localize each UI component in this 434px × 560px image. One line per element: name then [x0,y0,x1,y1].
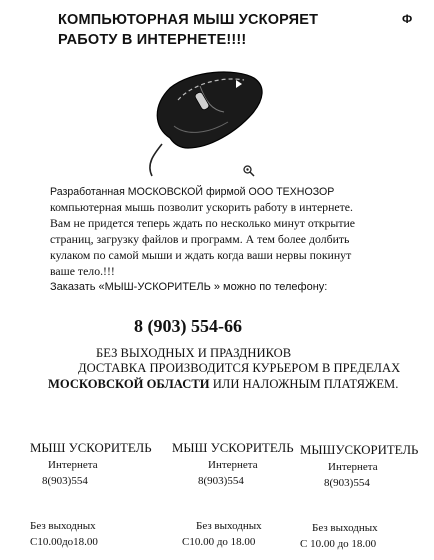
tab-1-title: МЫШ УСКОРИТЕЛЬ [30,441,152,455]
description-line-6: ваше тело.!!! [50,264,115,278]
tab-1-phone: 8(903)554 [42,475,88,487]
notice-region: МОСКОВСКОЙ ОБЛАСТИ [48,377,210,391]
notice-line-3 [48,377,398,392]
description-line-3: Вам не придется теперь ждать по несколько минут открытие [50,216,356,230]
tab-1-sub: Интернета [48,459,98,471]
notice-line-1: БЕЗ ВЫХОДНЫХ И ПРАЗДНИКОВ [96,346,292,360]
tab-3-title: МЫШУСКОРИТЕЛЬ [300,443,419,457]
description-line-2: компьютерная мышь позволит ускорить работу в интернете. [50,200,353,214]
notice-payment: ИЛИ НАЛОЖНЫМ ПЛАТЯЖЕМ. [209,377,399,391]
tab-1-foot-1: Без выходных [30,520,96,532]
headline-line-2: РАБОТУ В ИНТЕРНЕТЕ!!!! [58,32,247,48]
tab-2-foot-2: С10.00 до 18.00 [182,536,256,548]
tab-2-phone: 8(903)554 [198,475,244,487]
description-line-1: Разработанная МОСКОВСКОЙ фирмой ООО ТЕХНОЗОР [50,186,335,198]
tab-1-foot-2: С10.00до18.00 [30,536,98,548]
notice-line-2: ДОСТАВКА ПРОИЗВОДИТСЯ КУРЬЕРОМ В ПРЕДЕЛАХ [78,361,401,375]
tab-3-foot-1: Без выходных [312,522,378,534]
tab-3-sub: Интернета [328,461,378,473]
headline-line-1: КОМПЬЮТОРНАЯ МЫШ УСКОРЯЕТ [58,12,319,28]
tab-3-phone: 8(903)554 [324,477,370,489]
tab-2-title: МЫШ УСКОРИТЕЛЬ [172,441,294,455]
description-line-4: страниц, загрузку файлов и программ. А тем более долбить [50,232,350,246]
tab-3-foot-2: С 10.00 до 18.00 [300,538,377,550]
description-line-5: кулаком по самой мыши и ждать когда ваши нервы покинут [50,248,352,262]
magnifier-icon [242,164,256,178]
tab-2-foot-1: Без выходных [196,520,262,532]
order-line: Заказать «МЫШ-УСКОРИТЕЛЬ » можно по телефону: [50,281,328,293]
corner-mark: Ф [402,12,413,26]
tab-2-sub: Интернета [208,459,258,471]
phone-number: 8 (903) 554-66 [134,316,242,336]
